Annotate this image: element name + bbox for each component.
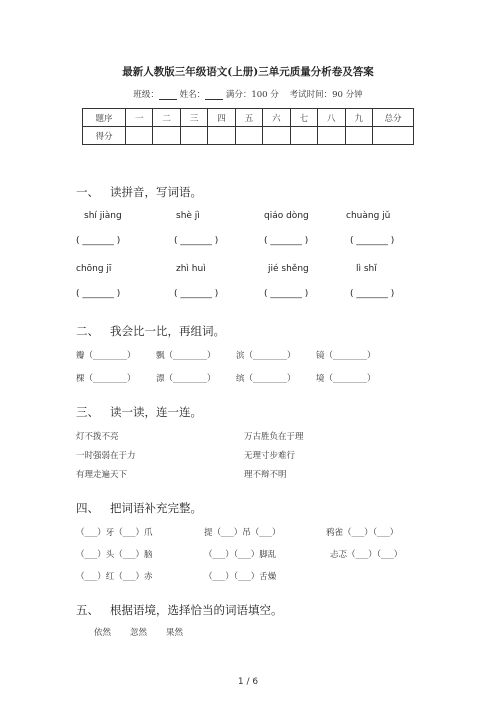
header-cell: 七 [290,109,317,127]
score-cell[interactable] [290,127,317,145]
score-cell[interactable] [235,127,262,145]
section-5-heading [76,602,283,618]
answer-blank[interactable]: ( _______ ) [350,236,395,246]
compare-item[interactable]: 滨（________） [236,351,296,361]
match-left-item[interactable]: 一时强弱在于力 [76,451,136,461]
header-cell: 三 [180,109,207,127]
compare-item[interactable]: 漂（________） [156,374,216,384]
answer-blank[interactable]: ( _______ ) [174,289,219,299]
name-label: 姓名： [179,90,206,100]
pinyin: qiáo dòng [264,211,309,221]
score-header-row [83,109,414,127]
score-label: 得分 [83,127,126,145]
class-blank[interactable] [159,90,177,100]
answer-blank[interactable]: ( _______ ) [350,289,395,299]
answer-blank[interactable]: ( _______ ) [264,289,309,299]
compare-item[interactable]: 缤（________） [236,374,296,384]
section-1-heading [76,184,202,200]
pinyin: shè jì [176,211,200,221]
exam-time: 考试时间：90 分钟 [289,90,363,100]
name-blank[interactable] [205,90,223,100]
header-cell: 九 [345,109,373,127]
score-cell[interactable] [153,127,180,145]
match-right-item[interactable]: 万古胜负在于理 [244,432,304,442]
fill-item[interactable]: 鸦雀（___）（___） [326,528,399,538]
match-left-item[interactable]: 灯不拨不亮 [76,432,119,442]
pinyin: jié shěng [268,264,309,274]
score-cell[interactable] [126,127,153,145]
pinyin: shí jiàng [84,211,122,221]
word-choice: 忽然 [130,628,148,638]
fill-item[interactable]: （___）头（___）脑 [76,550,153,560]
pinyin: chōng jī [76,264,112,274]
compare-item[interactable]: 棵（________） [76,374,136,384]
page-number: 1 / 6 [237,677,259,687]
score-cell[interactable] [208,127,235,145]
section-number: 三、 [76,405,99,419]
header-cell: 总分 [373,109,414,127]
header-cell: 四 [208,109,235,127]
answer-blank[interactable]: ( _______ ) [76,289,121,299]
word-choice: 果然 [166,628,184,638]
section-number: 二、 [76,324,99,338]
section-title: 我会比一比，再组词。 [110,324,225,338]
compare-item[interactable]: 镜（________） [316,351,376,361]
header-cell: 一 [126,109,153,127]
score-table [82,108,414,145]
word-choice: 依然 [94,628,112,638]
header-cell: 六 [263,109,290,127]
answer-blank[interactable]: ( _______ ) [174,236,219,246]
section-number: 五、 [76,603,99,617]
page-title: 最新人教版三年级语文(上册)三单元质量分析卷及答案 [122,66,374,78]
header-cell: 二 [153,109,180,127]
fill-item[interactable]: （___）（___）脚乱 [204,550,277,560]
score-cell[interactable] [373,127,414,145]
section-title: 读拼音，写词语。 [110,185,202,199]
compare-item[interactable]: 飘（________） [156,351,216,361]
section-number: 四、 [76,501,99,515]
section-title: 把词语补充完整。 [110,501,202,515]
pinyin: zhì huì [176,264,206,274]
score-cell[interactable] [345,127,373,145]
compare-item[interactable]: 境（________） [316,374,376,384]
fill-item[interactable]: （___）牙（___）爪 [76,528,153,538]
match-left-item[interactable]: 有理走遍天下 [76,470,128,480]
header-cell: 五 [235,109,262,127]
score-cell[interactable] [318,127,345,145]
header-cell: 八 [318,109,345,127]
answer-blank[interactable]: ( _______ ) [264,236,309,246]
match-right-item[interactable]: 无理寸步难行 [244,451,296,461]
match-right-item[interactable]: 理不辩不明 [244,470,287,480]
answer-blank[interactable]: ( _______ ) [76,236,121,246]
fill-item[interactable]: （___）红（___）赤 [76,572,153,582]
section-number: 一、 [76,185,99,199]
score-cell[interactable] [263,127,290,145]
section-2-heading [76,323,225,339]
pinyin: lì shǐ [356,264,377,274]
pinyin: chuàng jǔ [346,211,391,221]
full-score: 满分：100 分 [225,90,279,100]
score-cell[interactable] [180,127,207,145]
score-row [83,127,414,145]
fill-item[interactable]: 提（___）吊（___） [204,528,281,538]
fill-item[interactable]: （___）（___）舌燥 [204,572,277,582]
section-4-heading [76,500,202,516]
exam-info [0,88,496,100]
fill-item[interactable]: 忐忑（___）（___） [330,550,403,560]
section-title: 根据语境，选择恰当的词语填空。 [110,603,283,617]
section-title: 读一读，连一连。 [110,405,202,419]
header-cell: 题序 [83,109,126,127]
compare-item[interactable]: 瓣（________） [76,351,136,361]
class-label: 班级： [133,90,159,100]
section-3-heading [76,404,202,420]
